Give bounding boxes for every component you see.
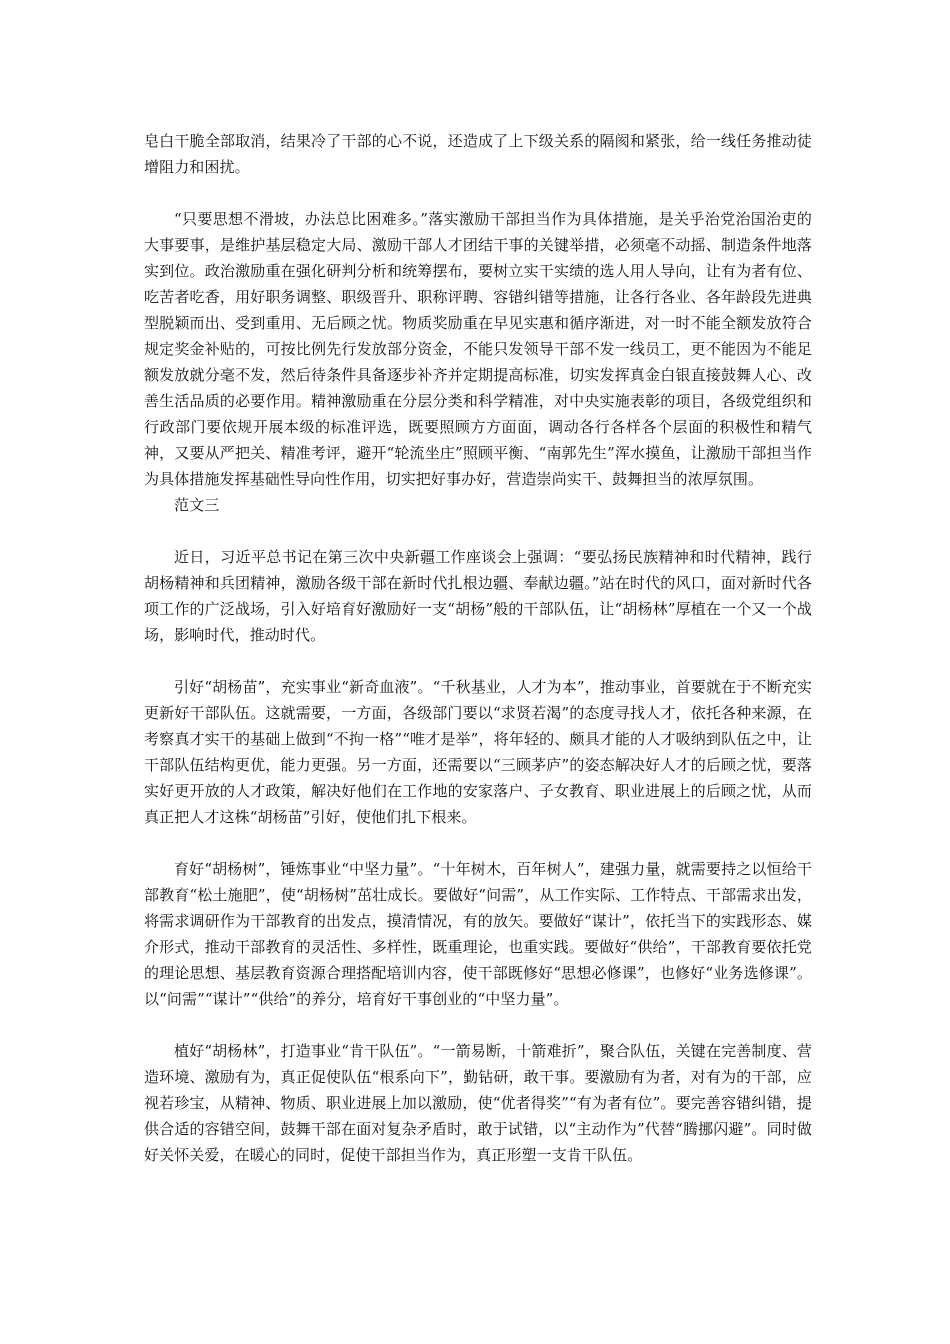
paragraph-attract-seedlings: 引好“胡杨苗”，充实事业“新奇血液”。“千秋基业，人才为本”，推动事业，首要就在于不断充实更新好干部队伍。这就需要，一方面，各级部门要以“求贤若渴”的态度寻找人才，依托各种来源，在考察真才实干的基础上做到“不拘一格”“唯才是举”，将年轻的、颇具才能的人才吸纳到队伍之中，让干部队伍结构更优，能力更强。另一方面，还需要以“三顾茅庐”的姿态解决好人才的后顾之忧，要落实好更开放的人才政策，解决好他们在工作地的安家落户、子女教育、职业进展上的后顾之忧，从而真正把人才这株“胡杨苗”引好，使他们扎下根来。 [144, 678, 812, 826]
paragraph-gap [144, 648, 812, 674]
paragraph-plant-forest: 植好“胡杨林”，打造事业“肯干队伍”。“一箭易断，十箭难折”，聚合队伍，关键在完善制度、营造环境、激励有为，真正促使队伍“根系向下”，勤钻研，敢干事。要激励有为者，对有为的干部，应视若珍宝，从精神、物质、职业进展上加以激励，使“优者得奖”“有为者有位”。要完善容错纠错，提供合适的容错空间，鼓舞干部在面对复杂矛盾时，敢于试错，以“主动作为”代替“腾挪闪避”。同时做好关怀关爱，在暖心的同时，促使干部担当作为，真正形塑一支肯干队伍。 [144, 1042, 812, 1164]
document-body [144, 128, 812, 1168]
section-heading-sample-three: 范文三 [174, 496, 220, 514]
paragraph-gap [144, 180, 812, 206]
paragraph-incentive-measures: “只要思想不滑坡，办法总比困难多。”落实激励干部担当作为具体措施，是关乎治党治国治吏的大事要事，是维护基层稳定大局、激励干部人才团结干事的关键举措，必须毫不动摇、制造条件地落实到位。政治激励重在强化研判分析和统筹摆布，要树立实干实绩的选人用人导向，让有为者有位、吃苦者吃香，用好职务调整、职级晋升、职称评聘、容错纠错等措施，让各行各业、各年龄段先进典型脱颖而出、受到重用、无后顾之忧。物质奖励重在早见实惠和循序渐进，对一时不能全额发放符合规定奖金补贴的，可按比例先行发放部分资金，不能只发领导干部不发一线员工，更不能因为不能足额发放就分毫不发，然后待条件具备逐步补齐并定期提高标准，切实发挥真金白银直接鼓舞人心、改善生活品质的必要作用。精神激励重在分层分类和科学精准，对中央实施表彰的项目，各级党组织和行政部门要依规开展本级的标准评选，既要照顾方方面面，调动各行各样各个层面的积极性和精气神，又要从严把关、精准考评，避开“轮流坐庄”照顾平衡、“南郭先生”浑水摸鱼，让激励干部担当作为具体措施发挥基础性导向性作用，切实把好事办好，营造崇尚实干、鼓舞担当的浓厚氛围。 [144, 210, 812, 488]
paragraph-cultivate-trees: 育好“胡杨树”，锤炼事业“中坚力量”。“十年树木，百年树人”，建强力量，就需要持之以恒给干部教育“松土施肥”，使“胡杨树”茁壮成长。要做好“问需”，从工作实际、工作特点、干部需求出发，将需求调研作为干部教育的出发点，摸清情况，有的放矢。要做好“谋计”，依托当下的实践形态、媒介形式，推动干部教育的灵活性、多样性，既重理论，也重实践。要做好“供给”，干部教育要依托党的理论思想、基层教育资源合理搭配培训内容，使干部既修好“思想必修课”，也修好“业务选修课”。以“问需”“谋计”“供给”的养分，培育好干事创业的“中坚力量”。 [144, 860, 812, 1008]
paragraph-introduction: 近日，习近平总书记在第三次中央新疆工作座谈会上强调：“要弘扬民族精神和时代精神，践行胡杨精神和兵团精神，激励各级干部在新时代扎根边疆、奉献边疆。”站在时代的风口，面对新时代各项工作的广泛战场，引入好培育好激励好一支“胡杨”般的干部队伍，让“胡杨林”厚植在一个又一个战场，影响时代，推动时代。 [144, 548, 812, 644]
paragraph-gap [144, 1012, 812, 1038]
paragraph-gap [144, 830, 812, 856]
paragraph-gap [144, 518, 812, 544]
paragraph-continuation: 皂白干脆全部取消，结果冷了干部的心不说，还造成了上下级关系的隔阂和紧张，给一线任务推动徒增阻力和困扰。 [144, 132, 812, 176]
